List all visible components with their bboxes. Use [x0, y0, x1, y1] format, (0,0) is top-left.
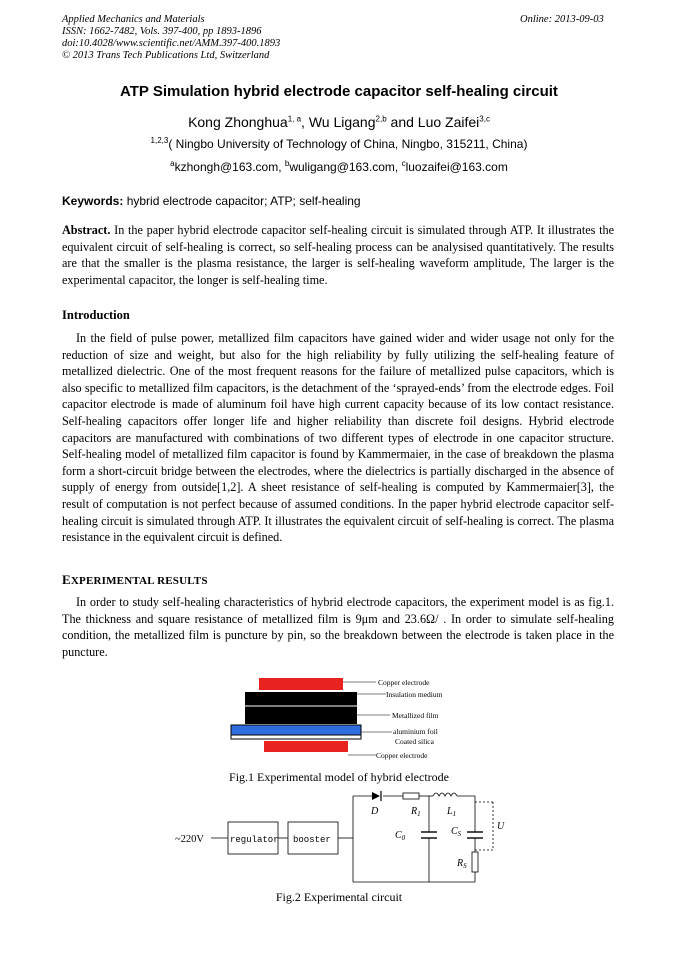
author-sup: 3,c	[479, 114, 490, 124]
experimental-heading-initial: E	[62, 572, 71, 587]
email-sup: a	[170, 159, 175, 168]
fig2-caption: Fig.2 Experimental circuit	[275, 890, 403, 904]
cs-symbol: C	[451, 826, 458, 837]
insulation-medium-layer	[245, 692, 357, 707]
c0-subscript: 0	[401, 834, 406, 842]
journal-name: Applied Mechanics and Materials	[62, 14, 205, 25]
label-metallized-film: Metallized film	[392, 711, 439, 720]
label-copper-electrode-bottom: Copper electrode	[376, 751, 428, 760]
diode-label: D	[371, 806, 379, 817]
experimental-heading	[62, 572, 208, 588]
aluminium-foil-layer	[231, 725, 361, 736]
coated-silica-layer	[231, 735, 361, 739]
email-link[interactable]: luozaifei@163.com	[405, 160, 508, 174]
inductor-l1	[433, 793, 457, 796]
capacitor-c0-label	[395, 830, 406, 842]
resistor-r1-label	[410, 806, 421, 818]
author-sup: 2,b	[375, 114, 387, 124]
capacitor-cs-label	[451, 826, 462, 838]
inductor-l1-label	[446, 806, 456, 818]
rs-symbol: R	[457, 858, 464, 869]
l1-subscript: 1	[452, 810, 457, 818]
author-name: Kong Zhonghua	[188, 114, 288, 130]
metallized-film-layer	[245, 707, 357, 724]
keywords	[62, 194, 361, 208]
abstract-label: Abstract.	[62, 223, 111, 237]
keywords-label: Keywords:	[62, 194, 124, 208]
email-sup: b	[284, 159, 290, 168]
email-link[interactable]: wuligang@163.com,	[289, 160, 402, 174]
paper-title: ATP Simulation hybrid electrode capacitor self-healing circuit	[120, 83, 558, 100]
affiliation-sup: 1,2,3	[150, 136, 169, 145]
author-name: Luo Zaifei	[417, 114, 480, 130]
author-separator: ,	[301, 114, 309, 130]
r1-subscript: 1	[417, 810, 421, 818]
voltage-u-label: U	[497, 821, 505, 832]
introduction-text: In the field of pulse power, metallized film capacitors have gained wider and wider usage not only for the reduction of size and weight, but also for the high reliability by fully utilizing the self-healing feature of metallized dielectric. One of the most frequent reasons for the failure of metallized pulse capacitors, which is also specific to metallized film capacitors, is the detachment of the ‘sprayed-ends’ from the electrode edges. Foil capacitor electrode is made of aluminum foil have high current capacity because of its low contact resistance. Self-healing capacitors offer longer life and higher reliability than discrete foil designs. Hybrid electrode capacitors are manufactured with combinations of two different types of electrode in one capacitor structure. Self-healing model of metallized film capacitor is found by Kammermaier, in the case of breakdown the plasma form a short-circuit bridge between the electrodes, where the dielectrics is partially discharged in the absence of supply of energy from outside[1,2]. A sheet resistance of self-healing is computed by Kammermaier[3], the result of computation is not perfect because of assumed conditions. In the paper hybrid electrode capacitor self-healing circuit is simulated through ATP. It illustrates the equivalent circuit of self-healing is correct. The plasma resistance in the equivalent circuit is defined.	[62, 331, 614, 545]
fig2-circuit-diagram	[175, 788, 515, 888]
copper-electrode-bottom	[264, 741, 348, 752]
resistor-rs	[472, 852, 478, 872]
regulator-label: regulator	[230, 835, 279, 845]
c0-symbol: C	[395, 830, 402, 841]
affiliation-text: ( Ningbo University of Technology of China, Ningbo, 315211, China)	[168, 137, 528, 151]
email-sup: c	[401, 159, 406, 168]
journal-header	[62, 14, 280, 62]
experimental-text: In order to study self-healing characteristics of hybrid electrode capacitors, the experiment model is as fig.1. The thickness and square resistance of metallized film is 9μm and 23.6Ω/ . In order to simulate self-healing condition, the metallized film is puncture by pin, so the breakdown between the electrode is taken place in the puncture.	[62, 595, 614, 659]
diode-d	[372, 792, 380, 800]
r1-symbol: R	[411, 806, 418, 817]
label-aluminium-foil: aluminium foil	[393, 727, 438, 736]
affiliation	[0, 137, 678, 151]
fig1-electrode-diagram	[228, 675, 458, 767]
label-insulation-medium: Insulation medium	[386, 690, 443, 699]
copper-electrode-top	[259, 678, 343, 690]
issn-line: ISSN: 1662-7482, Vols. 397-400, pp 1893-1896	[62, 26, 262, 37]
author-sup: 1, a	[287, 114, 302, 124]
cs-subscript: S	[457, 830, 462, 838]
label-coated-silica: Coated silica	[395, 737, 434, 746]
booster-label: booster	[293, 835, 331, 845]
source-label: ~220V	[175, 834, 205, 845]
doi-line: doi:10.4028/www.scientific.net/AMM.397-400.1893	[62, 38, 281, 49]
author-separator: and	[386, 114, 418, 130]
keywords-text: hybrid electrode capacitor; ATP; self-healing	[123, 194, 361, 208]
resistor-rs-label	[456, 858, 467, 870]
resistor-r1	[403, 793, 419, 799]
rs-subscript: S	[463, 862, 467, 870]
email-link[interactable]: kzhongh@163.com,	[174, 160, 285, 174]
fig1-caption: Fig.1 Experimental model of hybrid electrode	[229, 770, 449, 784]
online-date: Online: 2013-09-03	[520, 14, 604, 25]
label-copper-electrode-top: Copper electrode	[378, 678, 430, 687]
copyright-line: © 2013 Trans Tech Publications Ltd, Switzerland	[62, 50, 270, 61]
experimental-heading-rest: XPERIMENTAL RESULTS	[70, 575, 208, 587]
introduction-heading: Introduction	[62, 308, 130, 322]
author-name: Wu Ligang	[308, 114, 376, 130]
abstract-text: In the paper hybrid electrode capacitor self-healing circuit is simulated through ATP. It illustrates the equivalent circuit of self-healing is correct, so self-healing process can be analysised quantitatively. The results are that the smaller is the plasma resistance, the larger is self-healing waveform amplitude, The larger is the experimental capacitor, the longer is self-healing time.	[62, 223, 614, 287]
email-list	[0, 160, 678, 174]
l1-symbol: L	[447, 806, 453, 817]
author-list	[0, 114, 678, 130]
abstract	[62, 222, 614, 288]
